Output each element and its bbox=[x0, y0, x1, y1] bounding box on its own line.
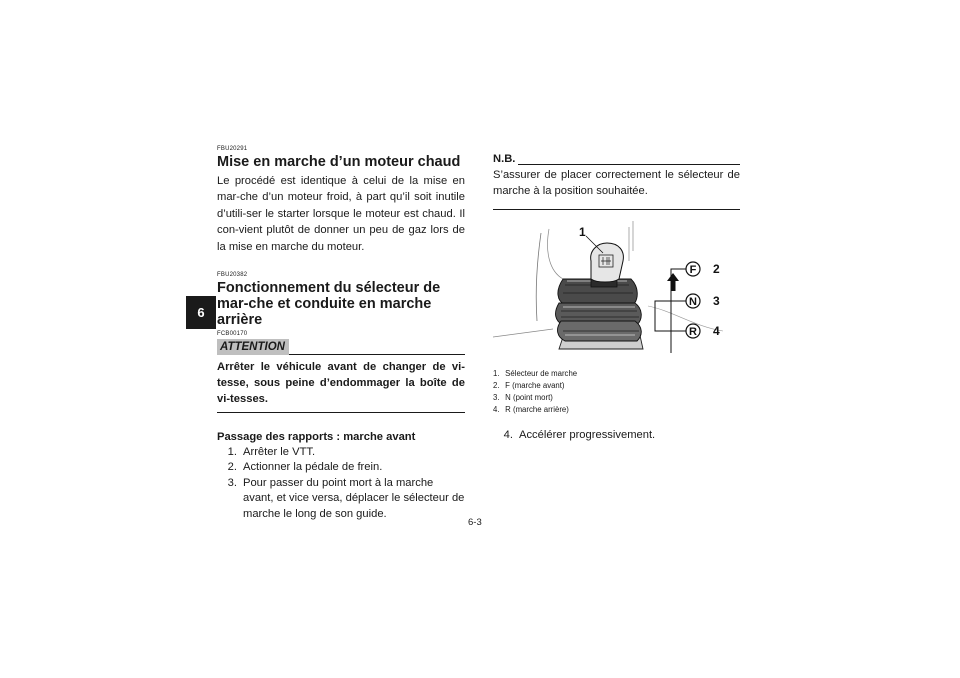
left-column bbox=[217, 146, 465, 522]
attention-header bbox=[217, 339, 465, 355]
callout-3: 3 bbox=[713, 293, 720, 308]
shift-subheading: Passage des rapports : marche avant bbox=[217, 431, 416, 444]
note-text: S’assurer de placer correctement le sélecteur de marche à la position souhaitée. bbox=[493, 167, 740, 210]
note-label: N.B. bbox=[493, 153, 516, 165]
callout-4: 4 bbox=[713, 323, 720, 338]
letter-r: R bbox=[689, 325, 697, 338]
list-item: 3. N (point mort) bbox=[493, 393, 553, 403]
callout-2: 2 bbox=[713, 261, 720, 276]
note-rule bbox=[518, 164, 740, 165]
shift-lever-illustration bbox=[493, 221, 740, 361]
attention-text: Arrêter le véhicule avant de changer de vi-tesse, sous peine d’endommager la boîte de vi-tesses. bbox=[217, 359, 465, 413]
right-column bbox=[493, 153, 740, 443]
list-item: 1. Sélecteur de marche bbox=[493, 368, 578, 378]
shift-lever-figure bbox=[493, 221, 740, 361]
list-item: 2. Actionner la pédale de frein. bbox=[227, 461, 383, 474]
section1-title: Mise en marche d’un moteur chaud bbox=[217, 154, 461, 170]
figure-legend bbox=[493, 368, 740, 417]
attention-code: FCB00170 bbox=[217, 331, 248, 338]
step-list bbox=[217, 445, 465, 522]
attention-label: ATTENTION bbox=[217, 339, 289, 355]
forward-arrow-icon bbox=[667, 273, 679, 291]
section2-code: FBU20382 bbox=[217, 272, 248, 279]
letter-n: N bbox=[689, 295, 697, 308]
letter-f: F bbox=[689, 263, 697, 276]
page-number: 6-3 bbox=[468, 517, 482, 528]
note-header bbox=[493, 153, 740, 166]
step-4: 4. Accélérer progressivement. bbox=[503, 428, 656, 441]
list-item: 1. Arrêter le VTT. bbox=[227, 446, 316, 459]
list-item: 2. F (marche avant) bbox=[493, 381, 565, 391]
list-item: 3. Pour passer du point mort à la marche avant, et vice versa, déplacer le sélecteur de marche le long de son guide. bbox=[227, 476, 465, 520]
chapter-number: 6 bbox=[197, 305, 205, 320]
callout-1: 1 bbox=[579, 224, 586, 239]
section2-title: Fonctionnement du sélecteur de mar-che et conduite en marche arrière bbox=[217, 280, 441, 329]
attention-rule bbox=[289, 354, 465, 355]
list-item: 4. R (marche arrière) bbox=[493, 405, 569, 415]
section1-body: Le procédé est identique à celui de la mise en mar-che d’un moteur froid, à part qu’il soit inutile d’utili-ser le starter lorsque le moteur est chaud. Il con-vient plutôt de donner un peu de gaz lors de la mise en marche du moteur. bbox=[217, 175, 465, 253]
chapter-tab bbox=[186, 296, 216, 329]
section1-code: FBU20291 bbox=[217, 146, 248, 152]
